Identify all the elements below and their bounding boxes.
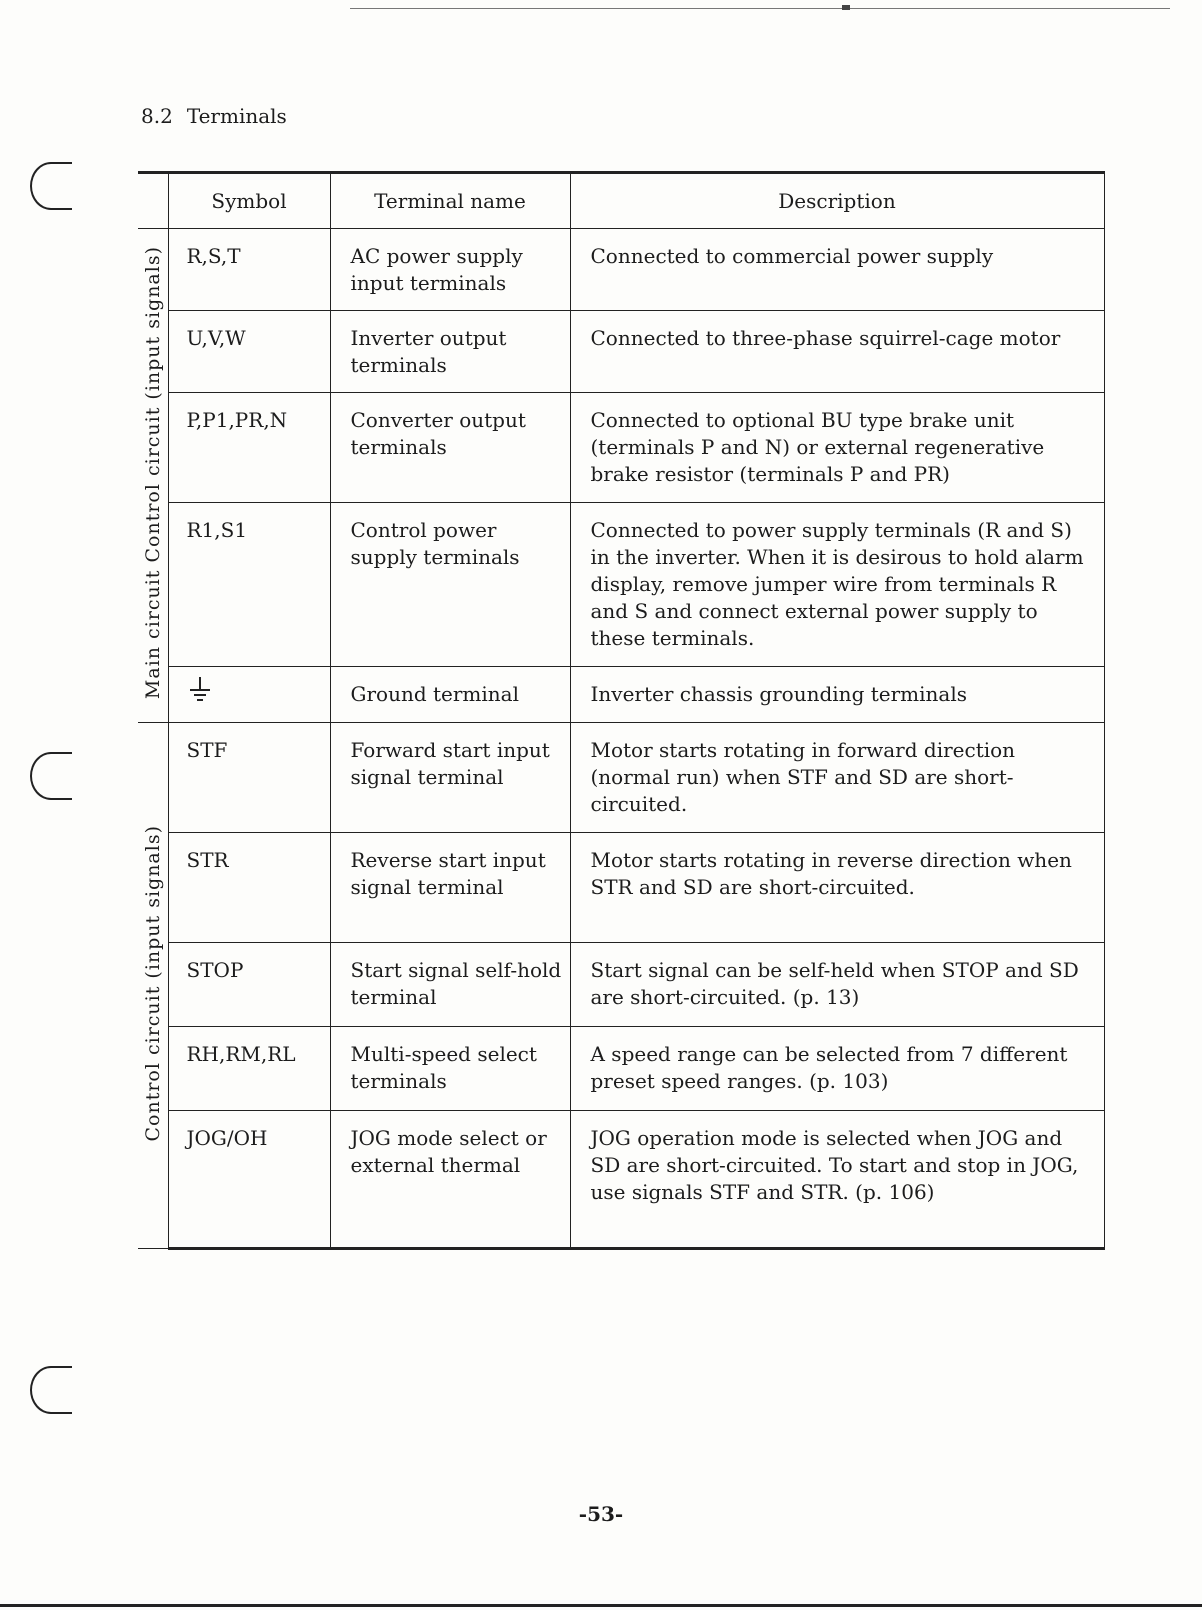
description-cell: JOG operation mode is selected when JOG and SD are short-circuited. To start and stop in JOG, use signals STF and STR. (p. 106) xyxy=(590,1126,1079,1204)
symbol-cell: P,P1,PR,N xyxy=(186,408,288,432)
symbol-cell: STF xyxy=(186,738,228,762)
terminal-name-cell: Reverse start input signal terminal xyxy=(350,848,546,899)
symbol-cell: U,V,W xyxy=(186,326,246,350)
table-row xyxy=(138,723,1104,833)
description-cell: Inverter chassis grounding terminals xyxy=(590,682,967,706)
header-row xyxy=(138,173,1104,229)
description-cell: A speed range can be selected from 7 different preset speed ranges. (p. 103) xyxy=(590,1042,1068,1093)
header-symbol: Symbol xyxy=(168,173,330,229)
description-cell: Connected to power supply terminals (R and S) in the inverter. When it is desirous to hold alarm display, remove jumper wire from terminals R and S and connect external power supply to these terminals. xyxy=(590,518,1084,650)
terminal-name-cell: Inverter output terminals xyxy=(350,326,507,377)
table-row xyxy=(138,311,1104,393)
description-cell: Start signal can be self-held when STOP and SD are short-circuited. (p. 13) xyxy=(590,958,1079,1009)
description-cell: Connected to three-phase squirrel-cage motor xyxy=(590,326,1061,350)
terminal-name-cell: Multi-speed select terminals xyxy=(350,1042,537,1093)
top-mark xyxy=(842,5,850,10)
section-heading xyxy=(141,104,287,128)
table-row xyxy=(138,667,1104,723)
header-description: Description xyxy=(570,173,1104,229)
table-row xyxy=(138,503,1104,667)
description-cell: Motor starts rotating in forward direction (normal run) when STF and SD are short-circuited. xyxy=(590,738,1016,816)
terminal-name-cell: Start signal self-hold terminal xyxy=(350,958,562,1009)
table-row xyxy=(138,1027,1104,1111)
symbol-cell: STOP xyxy=(186,958,244,982)
punch-hole-3 xyxy=(30,1366,72,1414)
symbol-cell: R1,S1 xyxy=(186,518,248,542)
punch-hole-2 xyxy=(30,752,72,800)
terminals-table xyxy=(138,171,1105,1250)
description-cell: Connected to commercial power supply xyxy=(590,244,994,268)
table-row xyxy=(138,943,1104,1027)
section-title: Terminals xyxy=(186,104,287,128)
symbol-cell: JOG/OH xyxy=(186,1126,268,1150)
table-row xyxy=(138,393,1104,503)
terminal-name-cell: Control power supply terminals xyxy=(350,518,520,569)
header-terminal-name: Terminal name xyxy=(330,173,570,229)
symbol-cell: RH,RM,RL xyxy=(186,1042,296,1066)
top-rule xyxy=(350,8,1170,9)
group-header-blank xyxy=(138,173,168,229)
description-cell: Motor starts rotating in reverse direction when STR and SD are short-circuited. xyxy=(590,848,1072,899)
symbol-cell: STR xyxy=(186,848,229,872)
symbol-cell: R,S,T xyxy=(186,244,241,268)
punch-hole-1 xyxy=(30,162,72,210)
terminal-name-cell: Forward start input signal terminal xyxy=(350,738,550,789)
ground-icon xyxy=(187,675,213,703)
group-label-main-circuit: Main circuit Control circuit (input signals) xyxy=(138,229,168,723)
terminal-name-cell: AC power supply input terminals xyxy=(350,244,523,295)
description-cell: Connected to optional BU type brake unit (terminals P and N) or external regenerative brake resistor (terminals P and PR) xyxy=(590,408,1045,486)
table-row xyxy=(138,229,1104,311)
table-row xyxy=(138,833,1104,943)
section-number: 8.2 xyxy=(141,104,173,128)
terminal-name-cell: JOG mode select or external thermal xyxy=(350,1126,547,1177)
table-row xyxy=(138,1111,1104,1249)
bottom-rule xyxy=(0,1604,1202,1607)
page-number: -53- xyxy=(578,1502,624,1526)
terminal-name-cell: Converter output terminals xyxy=(350,408,526,459)
group-label-control-circuit: Control circuit (input signals) xyxy=(138,723,168,1249)
terminal-name-cell: Ground terminal xyxy=(350,682,519,706)
